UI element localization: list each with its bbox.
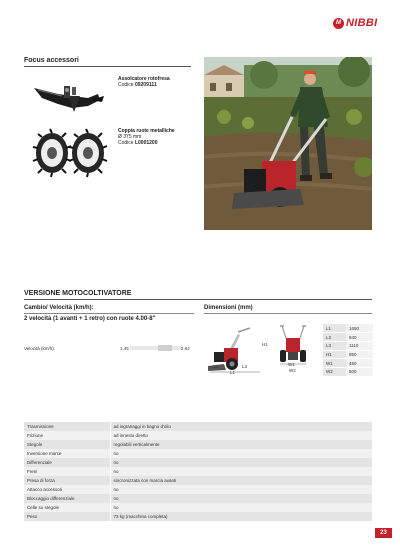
table-row: Celle su stegole no (24, 503, 372, 512)
gear-title: Cambio/ Velocità (km/h): (24, 305, 94, 311)
gear-config: 2 velocità (1 avanti + 1 retro) con ruote 4.00-8" (24, 316, 156, 322)
specs-table (24, 422, 372, 521)
dimensions-title: Dimensioni (mm) (204, 305, 253, 311)
dimensions-rule (204, 313, 372, 314)
focus-rule (24, 66, 191, 67)
label-l2: L2 (213, 364, 219, 369)
page-number: 23 (375, 528, 392, 538)
table-row: Differenziale no (24, 458, 372, 467)
table-row: Stegole regolabili verticalmente (24, 440, 372, 449)
speed-max: 2.64 (181, 346, 190, 351)
label-l1: L1 (230, 370, 236, 375)
table-row: Frizione ad innesto diretto (24, 431, 372, 440)
speed-min: 1.45 (120, 346, 129, 351)
product-photo (204, 57, 372, 230)
version-title: VERSIONE MOTOCOLTIVATORE (24, 290, 132, 297)
accessory-code-2: Codice L0001200 (118, 140, 158, 146)
gear-rule (24, 313, 194, 314)
table-row: Bloccaggio differenziale no (24, 494, 372, 503)
logo-mark: M (333, 18, 344, 29)
dimension-row: H1 950 (323, 350, 373, 359)
metal-wheels-image (28, 128, 110, 178)
dimension-row: L2 940 (323, 333, 373, 342)
furrower-image (28, 76, 108, 118)
table-row: Attacco accessori no (24, 485, 372, 494)
dimension-row: W1 450 (323, 359, 373, 368)
accessory-name-1: Assolcatore rotofresa (118, 76, 170, 82)
accessory-detail-2: Ø 375 mm (118, 134, 142, 140)
table-row: Peso 73 kg (macchina completa) (24, 512, 372, 521)
dimensions-table (323, 324, 373, 377)
version-rule (24, 299, 372, 300)
logo-text: NIBBI (346, 17, 378, 29)
accessory-name-2: Coppia ruote metalliche (118, 128, 175, 134)
accessory-code-1: Codice 09209111 (118, 82, 157, 88)
label-w2: W2 (289, 368, 296, 373)
brand-logo (333, 17, 377, 29)
label-w1: W1 (288, 362, 295, 367)
label-l3: L3 (242, 364, 248, 369)
table-row: Trasmissione ad ingranaggi in bagno d'olio (24, 422, 372, 431)
speed-label: Velocità (km/h): (24, 346, 56, 351)
dimension-row: L1 1650 (323, 324, 373, 333)
dimension-row: L3 1110 (323, 341, 373, 350)
front-view-drawing (276, 324, 310, 366)
dimension-row: W2 500 (323, 367, 373, 376)
table-row: Freni no (24, 467, 372, 476)
focus-title: Focus accessori (24, 57, 79, 64)
label-h1: H1 (262, 342, 268, 347)
table-row: Presa di forza sincronizzata con marcia avanti (24, 476, 372, 485)
table-row: Inversione marce no (24, 449, 372, 458)
